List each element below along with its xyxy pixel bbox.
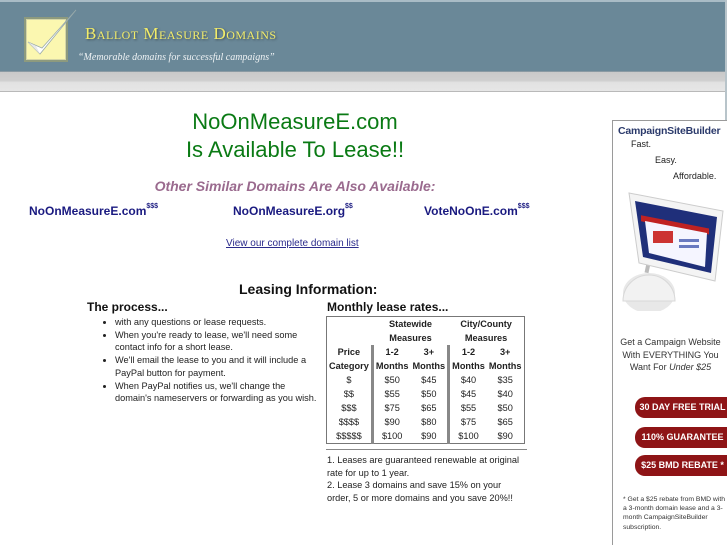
ad-pitch: Get a Campaign Website With EVERYTHING You Want For Under $25 [620,337,721,372]
page-title [150,108,440,164]
group-header: Statewide [389,319,432,329]
table-cell: $$$ [341,403,357,413]
table-cell: $100 [372,429,410,444]
column-header: 3+ [499,347,511,357]
table-cell: $90 [421,431,437,441]
group-header: Measures [389,333,432,343]
table-cell: $35 [497,375,513,385]
table-cell: $$ [343,389,355,399]
similar-domain-link[interactable] [29,204,158,218]
table-cell: $$$$ [338,417,360,427]
table-cell: $55 [449,401,487,415]
lease-note: 1. Leases are guaranteed renewable at original rate for up to 1 year. [327,455,520,478]
similar-domain-link[interactable] [233,204,353,218]
brand-title[interactable]: Ballot Measure Domains [85,24,277,43]
table-cell: $55 [372,387,410,401]
column-header: Price [337,347,361,357]
domain-label: VoteNoOnE.com [424,204,518,218]
column-header: 1-2 [372,345,410,359]
availability-text: Is Available To Lease!! [185,137,405,162]
table-cell: $50 [497,403,513,413]
price-tier: $$$ [146,203,159,210]
table-row [327,401,525,415]
table-cell: $ [346,375,352,385]
brand-tagline: “Memorable domains for successful campaigns” [78,52,275,63]
table-row [327,415,525,429]
table-header-row [327,331,525,345]
guarantee-button[interactable]: 110% GUARANTEE [635,427,727,448]
process-step: • When PayPal notifies us, we'll change the domain's nameservers or forwarding as you wish. [115,380,320,405]
process-step: • When you're ready to lease, we'll need some contact info for a short lease. [115,329,320,354]
table-cell: $90 [497,431,513,441]
lease-rates-table [326,316,525,444]
free-trial-button[interactable]: 30 DAY FREE TRIAL [635,397,727,418]
column-header: Category [329,361,369,371]
nav-bar [0,72,727,92]
domain-label: NoOnMeasureE.org [233,204,346,218]
table-cell: $50 [421,389,437,399]
table-cell: $75 [372,401,410,415]
table-header-row [327,359,525,373]
table-cell: $75 [449,415,487,429]
table-row [327,373,525,387]
domain-name: NoOnMeasureE.com [192,109,398,134]
table-cell: $65 [421,403,437,413]
column-header: Months [488,361,522,371]
group-header: City/County [460,319,512,329]
price-tier: $$ [345,203,353,210]
rebate-button[interactable]: $25 BMD REBATE * [635,455,727,476]
similar-domain-link[interactable] [424,204,529,218]
campaign-site-builder-ad[interactable] [612,120,727,545]
ad-brand: CampaignSiteBuilder [618,125,721,137]
column-header: 1-2 [449,345,487,359]
ad-slogan: Affordable. [673,171,717,181]
domain-label: NoOnMeasureE.com [29,204,147,218]
lease-note: 2. Lease 3 domains and save 15% on your order, 5 or more domains and you save 20%!! [327,480,513,503]
table-cell: $100 [449,429,487,444]
checkbox-check-icon [18,8,78,62]
ad-footnote: * Get a $25 rebate from BMD with a 3-month domain lease and a 3-month CampaignSiteBuilder subscription. [623,496,725,531]
column-header: Months [412,361,446,371]
rates-heading: Monthly lease rates... [327,300,449,314]
table-cell: $40 [449,373,487,387]
price-tier: $$$ [517,203,530,210]
table-header-row [327,317,525,332]
leasing-info-heading: Leasing Information: [239,281,378,297]
process-step: • with any questions or lease requests. [115,316,320,329]
table-cell: $45 [449,387,487,401]
similar-domains-heading: Other Similar Domains Are Also Available: [154,178,436,194]
column-header: Months [372,359,410,373]
ad-slogan: Fast. [631,139,652,149]
table-row [327,429,525,444]
lease-notes [327,454,527,504]
site-header [0,0,727,71]
table-cell: $40 [497,389,513,399]
notes-divider [326,449,527,450]
view-domain-list-link[interactable]: View our complete domain list [226,238,359,249]
imac-computer-icon [619,181,725,311]
process-heading: The process... [87,300,168,314]
column-header: 3+ [423,347,435,357]
table-cell: $65 [497,417,513,427]
table-cell: $80 [421,417,437,427]
table-cell: $$$$$ [336,431,362,441]
table-cell: $50 [372,373,410,387]
process-step: • We'll email the lease to you and it will include a PayPal button for payment. [115,354,320,379]
ad-slogan: Easy. [655,155,677,165]
table-header-row [327,345,525,359]
table-cell: $45 [421,375,437,385]
table-cell: $90 [372,415,410,429]
table-row [327,387,525,401]
process-steps-list [101,316,320,405]
column-header: Months [449,359,487,373]
group-header: Measures [464,333,508,343]
